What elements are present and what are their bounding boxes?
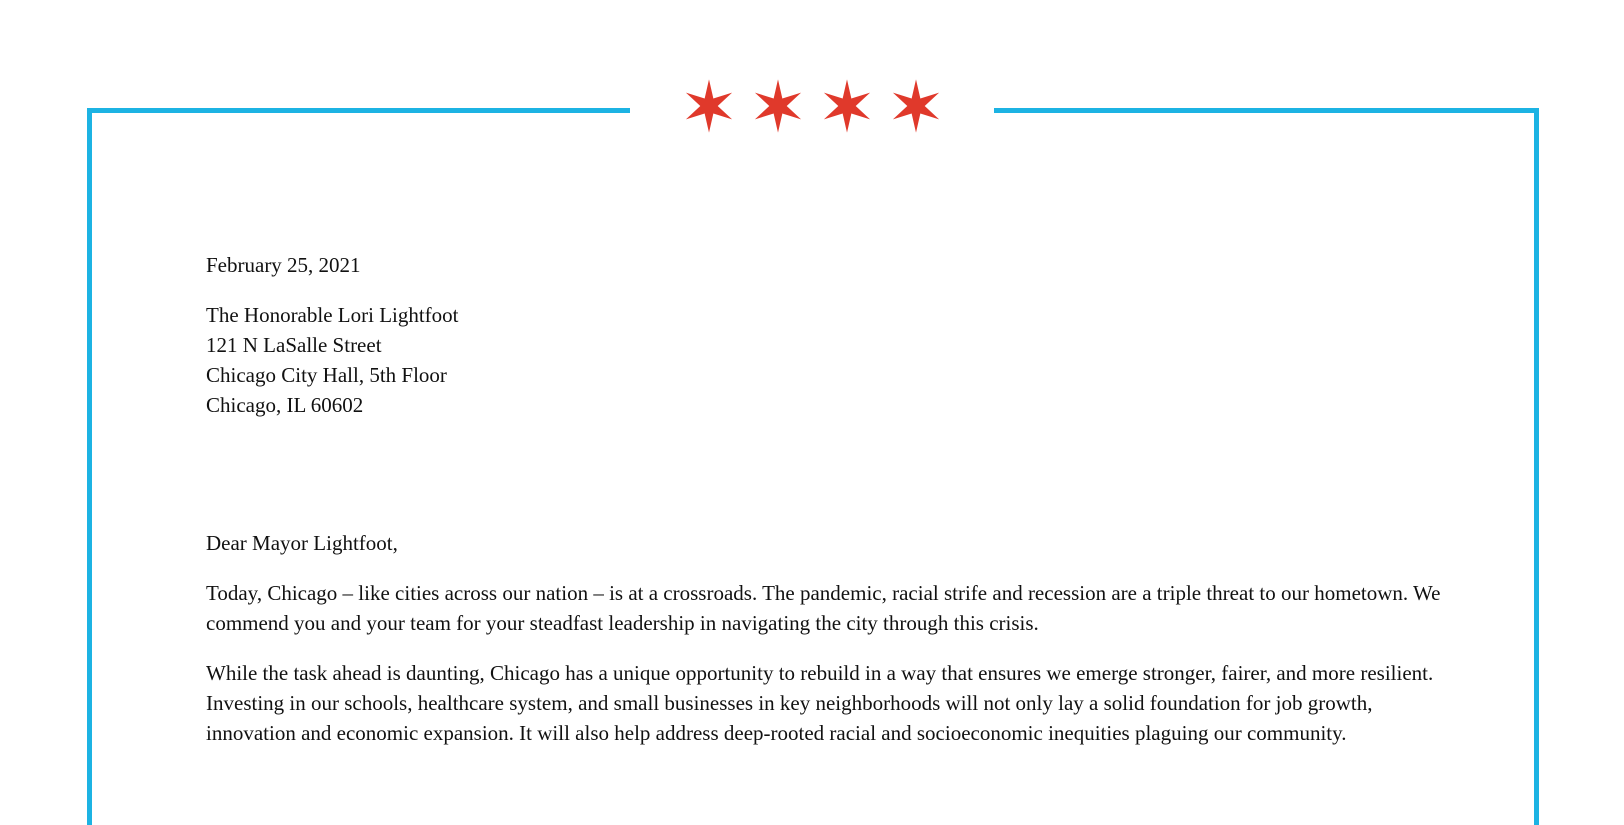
star-icon [887,77,945,135]
frame-top-right-line [994,108,1539,113]
star-icon [818,77,876,135]
address-line: The Honorable Lori Lightfoot [206,303,459,327]
star-icon [749,77,807,135]
frame-top-left-line [87,108,630,113]
body-paragraph: While the task ahead is daunting, Chicago has a unique opportunity to rebuild in a way that ensures we emerge stronger, fairer, and more resilient. Investing in our schools, healthcare system, and small businesses in key neighborhoods will not only lay a solid foundation for job growth, innovation and economic expansion. It will also help address deep-rooted racial and socioeconomic inequities plaguing our community. [206,661,1434,745]
frame-left-line [87,108,92,825]
frame-right-line [1534,108,1539,825]
address-line: Chicago City Hall, 5th Floor [206,363,447,387]
body-paragraph: Today, Chicago – like cities across our nation – is at a crossroads. The pandemic, racial strife and recession are a triple threat to our hometown. We commend you and your team for your steadfast leadership in navigating the city through this crisis. [206,581,1441,635]
salutation: Dear Mayor Lightfoot, [206,531,398,555]
letter-body [206,250,1456,768]
recipient-address [206,300,1456,420]
address-line: 121 N LaSalle Street [206,333,382,357]
address-line: Chicago, IL 60602 [206,393,364,417]
chicago-stars [680,77,945,135]
letter-date: February 25, 2021 [206,253,361,277]
star-icon [680,77,738,135]
